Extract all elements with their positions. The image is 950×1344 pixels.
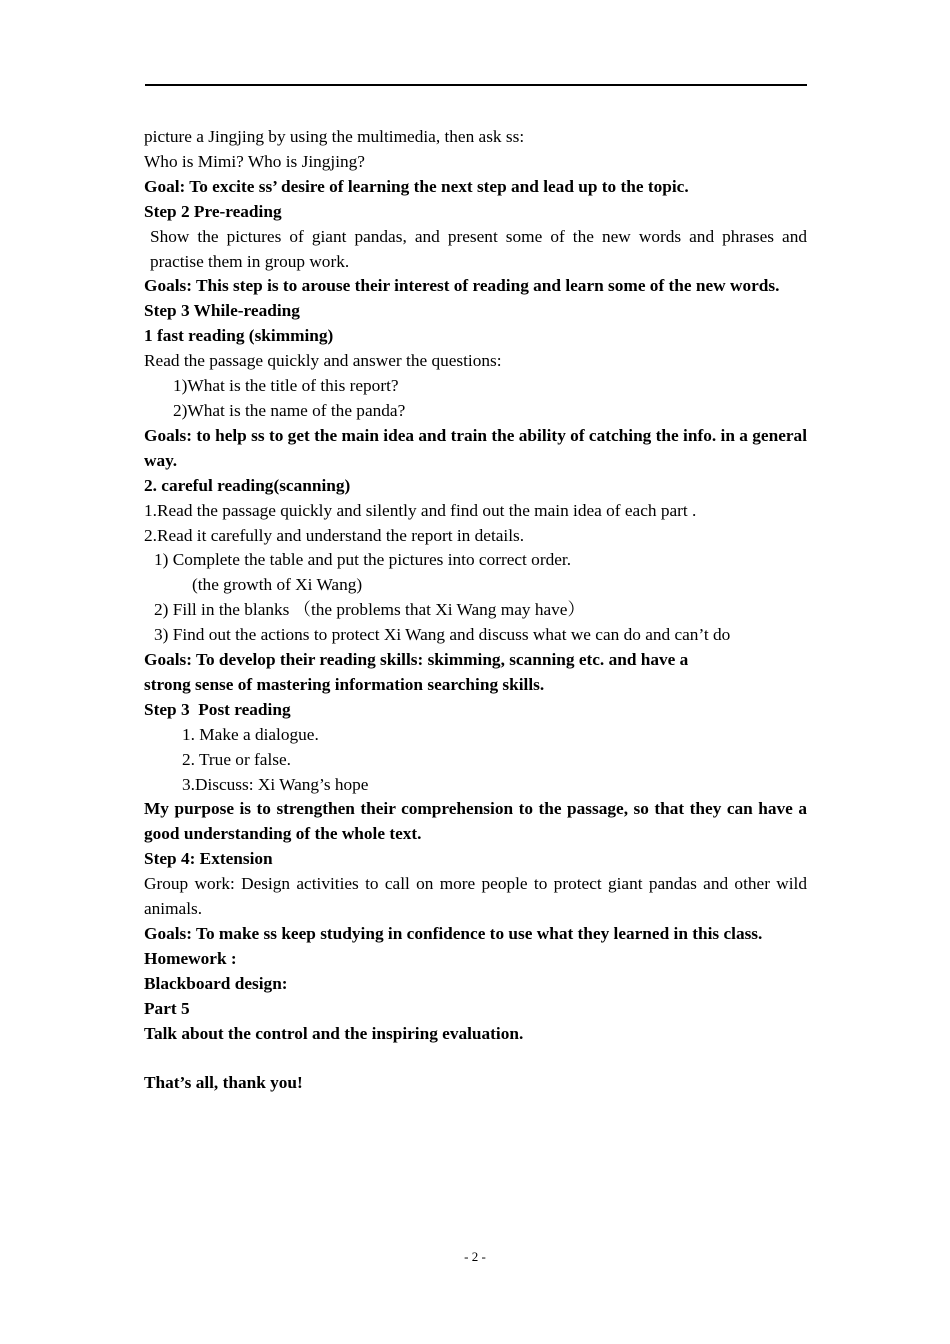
document-body — [144, 125, 807, 1096]
text-line: Read the passage quickly and answer the questions: — [144, 351, 502, 371]
text-line: picture a Jingjing by using the multimedia, then ask ss: — [144, 127, 525, 146]
goal-line: strong sense of mastering information searching skills. — [144, 674, 545, 694]
step-heading: Step 3 Post reading — [144, 699, 291, 719]
header-rule — [145, 84, 807, 86]
blank-line — [144, 1047, 807, 1072]
sub-heading: 1 fast reading (skimming) — [144, 326, 334, 346]
purpose-paragraph: My purpose is to strengthen their comprehension to the passage, so that they can have a good understanding of the whole text. — [144, 799, 807, 844]
text-line: 1.Read the passage quickly and silently and find out the main idea of each part . — [144, 500, 697, 520]
activity-item: 1. Make a dialogue. — [182, 724, 319, 744]
text-line: 2.Read it carefully and understand the report in details. — [144, 525, 525, 545]
task-item: 1) Complete the table and put the pictures into correct order. — [154, 550, 572, 570]
paragraph: Show the pictures of giant pandas, and present some of the new words and phrases and practise them in group work. — [150, 226, 807, 271]
question-item: 1)What is the title of this report? — [173, 376, 399, 396]
homework-heading: Homework : — [144, 948, 237, 968]
goal-line: Goal: To excite ss’ desire of learning the next step and lead up to the topic. — [144, 176, 689, 196]
blackboard-heading: Blackboard design: — [144, 973, 288, 993]
task-item: 2) Fill in the blanks （the problems that Xi Wang may have） — [154, 600, 585, 620]
goal-line: Goals: To develop their reading skills: skimming, scanning etc. and have a — [144, 650, 689, 670]
goal-paragraph: Goals: To make ss keep studying in confidence to use what they learned in this class. — [144, 924, 763, 943]
activity-item: 2. True or false. — [182, 749, 291, 769]
closing-line: That’s all, thank you! — [144, 1073, 303, 1093]
question-item: 2)What is the name of the panda? — [173, 400, 406, 420]
text-line: Who is Mimi? Who is Jingjing? — [144, 151, 365, 171]
page-number: - 2 - — [464, 1249, 486, 1264]
goal-paragraph: Goals: to help ss to get the main idea and train the ability of catching the info. in a general way. — [144, 425, 807, 470]
text-line: Talk about the control and the inspiring evaluation. — [144, 1023, 524, 1043]
step-heading: Step 2 Pre-reading — [144, 201, 282, 221]
goal-paragraph: Goals: This step is to arouse their interest of reading and learn some of the new words. — [144, 276, 780, 296]
paragraph: Group work: Design activities to call on more people to protect giant pandas and other wild animals. — [144, 874, 807, 919]
activity-item: 3.Discuss: Xi Wang’s hope — [182, 774, 369, 794]
step-heading: Step 4: Extension — [144, 849, 273, 869]
task-item: 3) Find out the actions to protect Xi Wang and discuss what we can do and can’t do — [154, 625, 731, 645]
part-heading: Part 5 — [144, 998, 190, 1018]
task-note: (the growth of Xi Wang) — [192, 575, 363, 595]
step-heading: Step 3 While-reading — [144, 301, 300, 321]
sub-heading: 2. careful reading(scanning) — [144, 475, 351, 495]
